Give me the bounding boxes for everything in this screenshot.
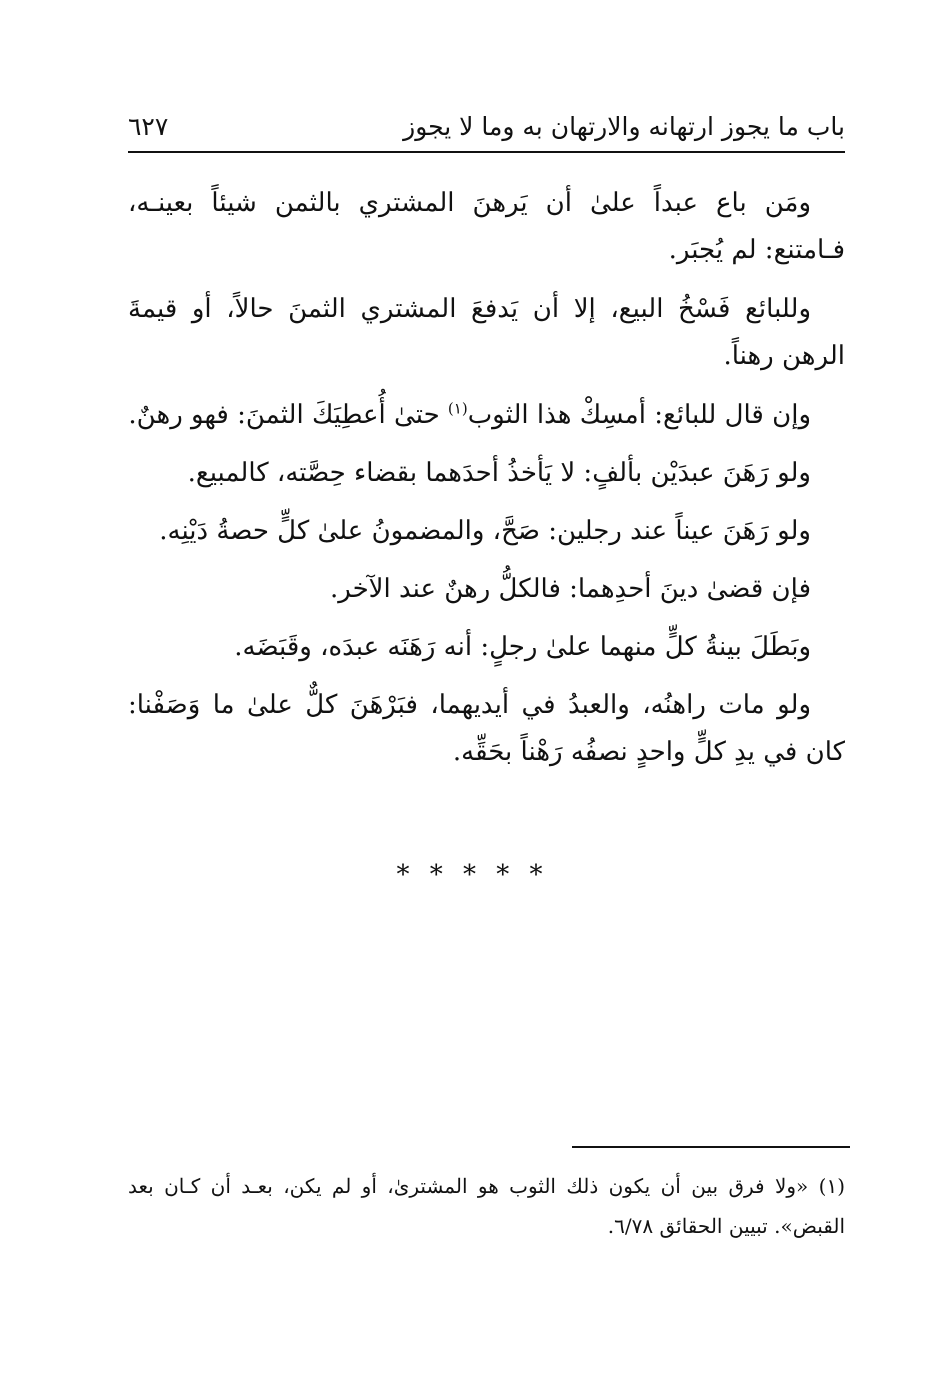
chapter-title: باب ما يجوز ارتهانه والارتهان به وما لا يجوز xyxy=(403,112,845,141)
paragraph-7: وبَطَلَ بينةُ كلٍّ منهما علىٰ رجلٍ: أنه رَهَنَه عبدَه، وقَبَضَه. xyxy=(234,632,811,662)
paragraph-3-rest: حتىٰ أُعطِيَكَ الثمنَ: فهو رهنٌ. xyxy=(128,400,440,430)
paragraph-6: فإن قضىٰ دينَ أحدِهما: فالكلُّ رهنٌ عند الآخر. xyxy=(329,574,811,604)
paragraph-5: ولو رَهَنَ عيناً عند رجلين: صَحَّ، والمضمونُ علىٰ كلٍّ حصةُ دَيْنِه. xyxy=(159,516,811,546)
footnote-text: (١) «ولا فرق بين أن يكون ذلك الثوب هو المشترىٰ، أو لم يكن، بعـد أن كـان بعد القبض». تبيين الحقائق ٦/٧٨. xyxy=(128,1174,845,1238)
paragraph-1: ومَن باع عبداً علىٰ أن يَرهنَ المشتري بالثمن شيئاً بعينـه، فـامتنع: لم يُجبَر. xyxy=(128,188,845,265)
footnote xyxy=(128,1166,845,1246)
paragraph-4: ولو رَهَنَ عبدَيْن بألفٍ: لا يَأخذُ أحدَهما بقضاء حِصَّته، كالمبيع. xyxy=(187,458,811,488)
page-number: ٦٢٧ xyxy=(128,112,169,141)
paragraph-3 xyxy=(128,392,845,439)
footnote-marker[interactable]: (١) xyxy=(447,399,468,418)
header-rule xyxy=(128,151,845,153)
paragraph-8: ولو مات راهنُه، والعبدُ في أيديهما، فبَرْهَنَ كلٌّ علىٰ ما وَصَفْنا: كان في يدِ كلٍّ واحدٍ نصفُه رَهْناً بحَقِّه. xyxy=(128,690,845,767)
footnote-rule xyxy=(572,1146,850,1148)
main-text xyxy=(128,180,845,788)
section-separator: * * * * * xyxy=(396,860,549,890)
running-header xyxy=(128,112,845,148)
paragraph-2: وللبائع فَسْخُ البيع، إلا أن يَدفعَ المشتري الثمنَ حالاً، أو قيمةَ الرهن رهناً. xyxy=(128,294,845,371)
paragraph-3-prefix: وإن قال للبائع: أمسِكْ هذا الثوب xyxy=(467,400,811,430)
